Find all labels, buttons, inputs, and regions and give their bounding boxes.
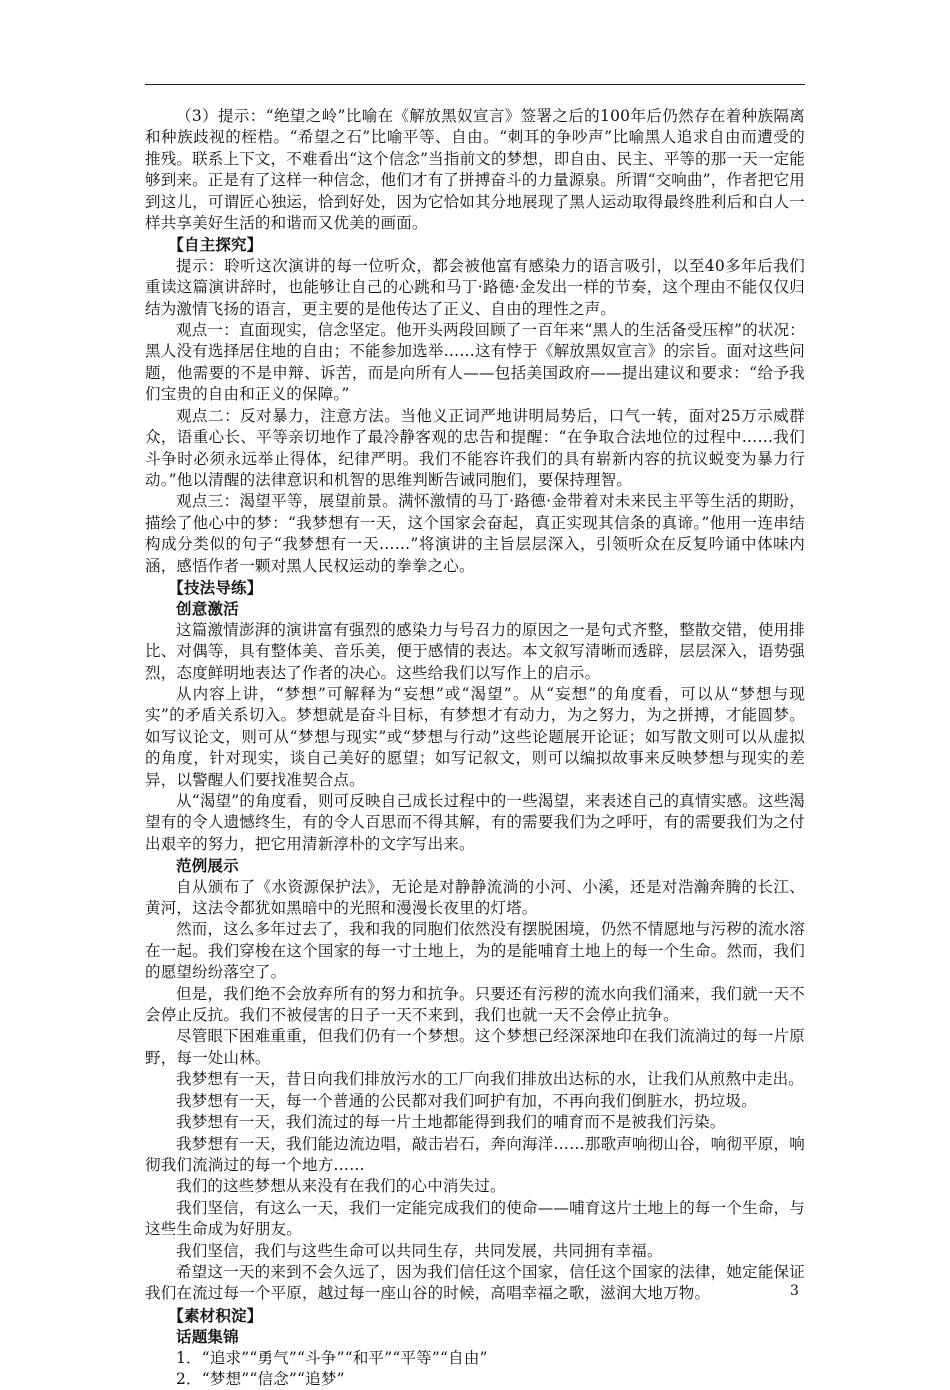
- paragraph: 我们的这些梦想从来没有在我们的心中消失过。: [176, 1177, 506, 1196]
- paragraph: 自从颁布了《水资源保护法》，无论是对静静流淌的小河、小溪，还是对浩瀚奔腾的长江、黄河，这法令都犹如黑暗中的光照和漫漫长夜里的灯塔。: [145, 877, 805, 918]
- paragraph: 这篇激情澎湃的演讲富有强烈的感染力与号召力的原因之一是句式齐整，整散交错，使用排比、对偶等，具有整体美、音乐美，便于感情的表达。本文叙写清晰而透辟，层层深入，语势强烈，态度鲜明地表达了作者的决心。这些给我们以写作上的启示。: [145, 620, 805, 682]
- paragraph: 我梦想有一天，每一个普通的公民都对我们呵护有加，不再向我们倒脏水，扔垃圾。: [176, 1091, 757, 1110]
- paragraph: 我梦想有一天，昔日向我们排放污水的工厂向我们排放出达标的水，让我们从煎熬中走出。: [176, 1070, 805, 1089]
- page-number: 3: [790, 1283, 799, 1299]
- header-rule: [145, 84, 805, 85]
- paragraph: 观点二：反对暴力，注意方法。当他义正词严地讲明局势后，口气一转，面对25万示威群众，语重心长、平等亲切地作了最冷静客观的忠告和提醒：“在争取合法地位的过程中……我们斗争时必须永远举止得体，纪律严明。我们不能容许我们的具有崭新内容的抗议蜕变为暴力行动。”他以清醒的法律意识和机智的思维判断告诫同胞们，要保持理智。: [145, 406, 805, 489]
- section-heading: 【自主探究】: [168, 235, 263, 255]
- paragraph: 我梦想有一天，我们流过的每一片土地都能得到我们的哺育而不是被我们污染。: [176, 1113, 726, 1132]
- paragraph: 我们坚信，我们与这些生命可以共同生存，共同发展，共同拥有幸福。: [176, 1241, 663, 1260]
- document-body: [145, 106, 805, 1390]
- paragraph: 尽管眼下困难重重，但我们仍有一个梦想。这个梦想已经深深地印在我们流淌过的每一片原野，每一处山林。: [145, 1027, 805, 1067]
- list-item: 2．“梦想”“信念”“追梦”: [176, 1369, 345, 1388]
- paragraph: 观点三：渴望平等，展望前景。满怀激情的马丁·路德·金带着对未来民主平等生活的期盼，描绘了他心中的梦：“我梦想有一天，这个国家会奋起，真正实现其信条的真谛。”他用一连串结构成分类似的句子“我梦想有一天……”将演讲的主旨层层深入，引领听众在反复吟诵中体味内涵，感悟作者一颗对黑人民权运动的拳拳之心。: [145, 492, 805, 575]
- paragraph: 然而，这么多年过去了，我和我的同胞们依然没有摆脱困境，仍然不情愿地与污秽的流水溶在一起。我们穿梭在这个国家的每一寸土地上，为的是能哺育土地上的每一个生命。然而，我们的愿望纷纷落空了。: [145, 920, 805, 982]
- paragraph: 我们坚信，有这么一天，我们一定能完成我们的使命——哺育这片土地上的每一个生命，与这些生命成为好朋友。: [145, 1198, 805, 1239]
- subsection-heading: 话题集锦: [176, 1327, 239, 1347]
- subsection-heading: 创意激活: [176, 599, 239, 619]
- paragraph: （3）提示：“绝望之岭”比喻在《解放黑奴宣言》签署之后的100年后仍然存在着种族隔离和种族歧视的桎梏。“希望之石”比喻平等、自由。“刺耳的争吵声”比喻黑人追求自由而遭受的推残。联系上下文，不难看出“这个信念”当指前文的梦想，即自由、民主、平等的那一天一定能够到来。正是有了这样一种信念，他们才有了拼搏奋斗的力量源泉。所谓“交响曲”，作者把它用到这儿，可谓匠心独运，恰到好处，因为它恰如其分地展现了黑人运动取得最终胜利后和白人一样共享美好生活的和谐而又优美的画面。: [145, 107, 805, 233]
- list-item: 1．“追求”“勇气”“斗争”“和平”“平等”“自由”: [176, 1348, 488, 1367]
- paragraph: 从“渴望”的角度看，则可反映自己成长过程中的一些渴望，来表述自己的真情实感。这些渴望有的令人遗憾终生，有的令人百思而不得其解，有的需要我们为之呼吁，有的需要我们为之付出艰辛的努力，把它用清新淳朴的文字写出来。: [145, 792, 805, 853]
- paragraph: 观点一：直面现实，信念坚定。他开头两段回顾了一百年来“黑人的生活备受压榨”的状况：黑人没有选择居住地的自由；不能参加选举……这有悖于《解放黑奴宣言》的宗旨。面对这些问题，他需要的不是申辩、诉苦，而是向所有人——包括美国政府——提出建议和要求：“给予我们宝贵的自由和正义的保障。”: [145, 321, 805, 404]
- paragraph: 从内容上讲，“梦想”可解释为“妄想”或“渴望”。从“妄想”的角度看，可以从“梦想与现实”的矛盾关系切入。梦想就是奋斗目标，有梦想才有动力，为之努力，为之拼搏，才能圆梦。如写议论文，则可从“梦想与现实”或“梦想与行动”这些论题展开论证；如写散文则可以从虚拟的角度，针对现实，谈自己美好的愿望；如写记叙文，则可以编拟故事来反映梦想与现实的差异，以警醒人们要找准契合点。: [145, 684, 805, 789]
- paragraph: 我梦想有一天，我们能边流边唱，敲击岩石，奔向海洋……那歌声响彻山谷，响彻平原，响彻我们流淌过的每一个地方……: [145, 1134, 805, 1174]
- paragraph: 希望这一天的来到不会久远了，因为我们信任这个国家，信任这个国家的法律，她定能保证我们在流过每一个平原，越过每一座山谷的时候，高唱幸福之歌，滋润大地万物。: [145, 1262, 805, 1303]
- paragraph: 提示：聆听这次演讲的每一位听众，都会被他富有感染力的语言吸引，以至40多年后我们重读这篇演讲辞时，也能够让自己的心跳和马丁·路德·金发出一样的节奏，这个理由不能仅仅归结为激情飞扬的语言，更主要的是他传达了正义、自由的理性之声。: [145, 256, 805, 318]
- section-heading: 【技法导练】: [168, 577, 263, 597]
- paragraph: 但是，我们绝不会放弃所有的努力和抗争。只要还有污秽的流水向我们涌来，我们就一天不会停止反抗。我们不被侵害的日子一天不来到，我们也就一天不会停止抗争。: [145, 984, 805, 1025]
- subsection-heading: 范例展示: [176, 856, 239, 876]
- section-heading: 【素材积淀】: [168, 1305, 263, 1325]
